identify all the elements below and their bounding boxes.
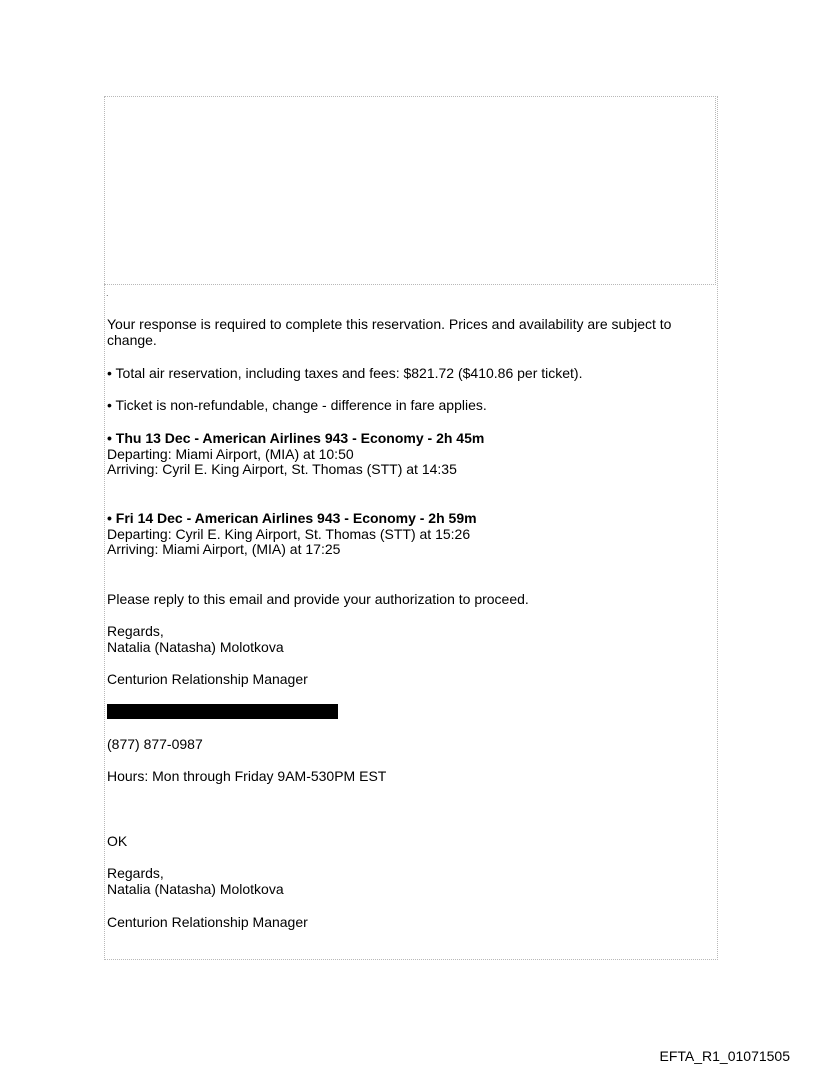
bullet-ticket: • Ticket is non-refundable, change - difference in fare applies. [107, 397, 487, 413]
flight-1-arriving: Arriving: Cyril E. King Airport, St. Thomas (STT) at 14:35 [107, 461, 457, 477]
signature-1-regards: Regards, [107, 623, 164, 639]
flight-2-header: • Fri 14 Dec - American Airlines 943 - Economy - 2h 59m [107, 510, 477, 526]
embedded-content-box [104, 96, 716, 285]
office-hours: Hours: Mon through Friday 9AM-530PM EST [107, 768, 387, 784]
document-id: EFTA_R1_01071505 [659, 1048, 790, 1064]
reply-request: Please reply to this email and provide your authorization to proceed. [107, 591, 529, 607]
signature-1-name: Natalia (Natasha) Molotkova [107, 639, 284, 655]
intro-text: Your response is required to complete this reservation. Prices and availability are subject to change. [107, 316, 672, 348]
flight-1-header: • Thu 13 Dec - American Airlines 943 - Economy - 2h 45m [107, 430, 485, 446]
phone-number: (877) 877-0987 [107, 736, 203, 752]
signature-2-regards: Regards, [107, 865, 164, 881]
redaction-bar [107, 704, 338, 719]
dot-mark: . [106, 288, 109, 298]
flight-2-arriving: Arriving: Miami Airport, (MIA) at 17:25 [107, 541, 341, 557]
reply-ok: OK [107, 833, 128, 849]
flight-2-departing: Departing: Cyril E. King Airport, St. Thomas (STT) at 15:26 [107, 526, 471, 542]
signature-2-name: Natalia (Natasha) Molotkova [107, 881, 284, 897]
signature-1-title: Centurion Relationship Manager [107, 671, 308, 687]
bullet-total: • Total air reservation, including taxes and fees: $821.72 ($410.86 per ticket). [107, 365, 583, 381]
signature-2-title: Centurion Relationship Manager [107, 914, 308, 930]
flight-1-departing: Departing: Miami Airport, (MIA) at 10:50 [107, 446, 354, 462]
